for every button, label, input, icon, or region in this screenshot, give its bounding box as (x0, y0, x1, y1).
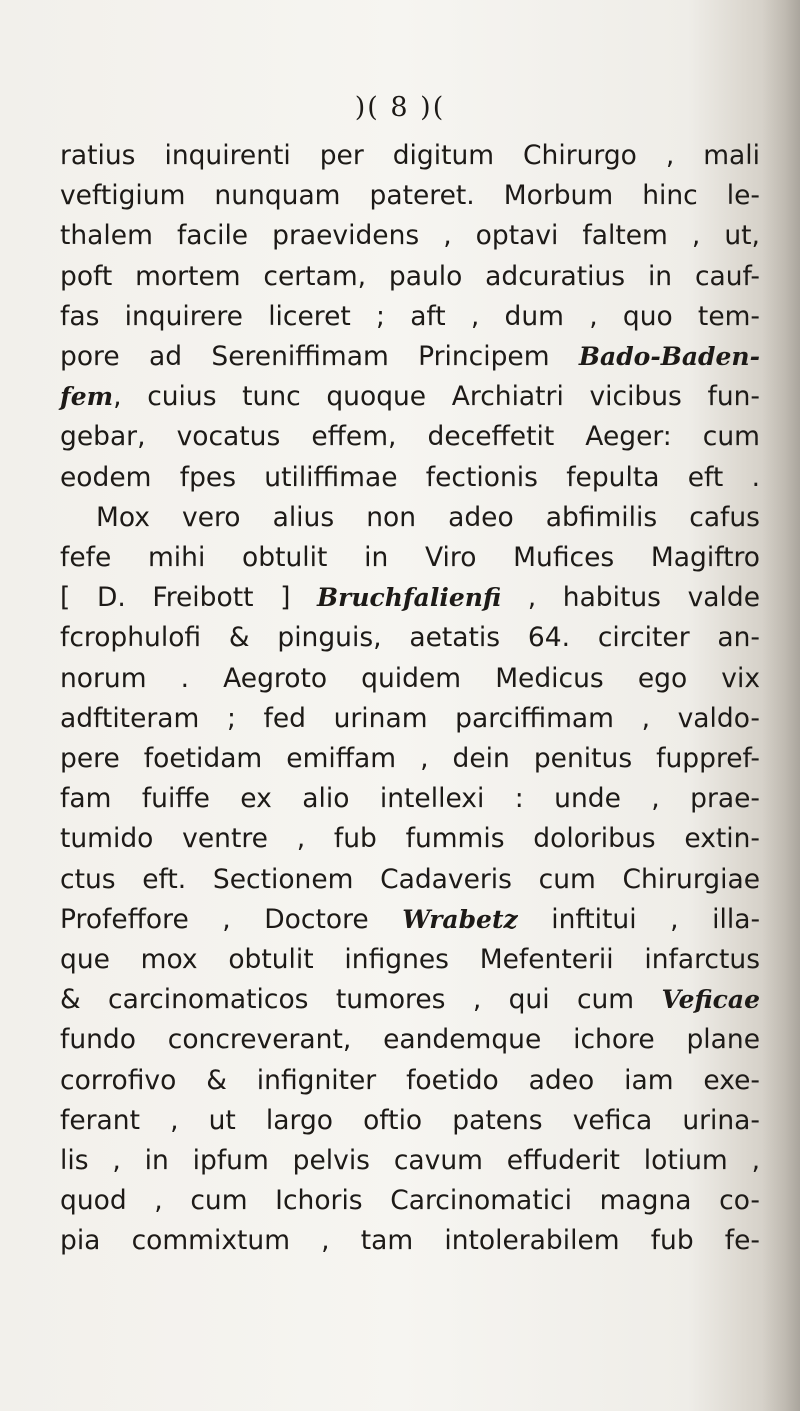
text-segment: pia commixtum , tam intolerabilem fub fe- (60, 1225, 760, 1257)
text-segment: fcrophulofi & pinguis, aetatis 64. circiter an- (60, 622, 760, 654)
text-segment: poft mortem certam, paulo adcuratius in cauf- (60, 260, 760, 292)
text-line (60, 1141, 760, 1181)
text-line (60, 1221, 760, 1261)
text-line (60, 498, 760, 538)
text-line (60, 1061, 760, 1101)
text-line (60, 257, 760, 297)
text-segment: , habitus valde (501, 582, 760, 614)
text-segment: ferant , ut largo oftio patens vefica urina- (60, 1104, 760, 1136)
text-line (60, 337, 760, 377)
text-segment: pore ad Sereniffimam Principem (60, 341, 579, 373)
text-line (60, 860, 760, 900)
text-line (60, 216, 760, 256)
text-line (60, 176, 760, 216)
text-segment: adftiteram ; fed urinam parciffimam , valdo- (60, 702, 760, 734)
text-line (60, 458, 760, 498)
text-segment: quod , cum Ichoris Carcinomatici magna co- (60, 1185, 760, 1217)
text-line (60, 377, 760, 417)
text-segment: fas inquirere liceret ; aft , dum , quo tem- (60, 300, 760, 332)
italic-name: Bado-Baden- (578, 342, 760, 372)
text-line (60, 779, 760, 819)
text-segment: & carcinomaticos tumores , qui cum (60, 984, 662, 1016)
text-segment: inftitui , illa- (517, 903, 760, 935)
text-segment: veftigium nunquam pateret. Morbum hinc le- (60, 180, 760, 212)
text-line (60, 900, 760, 940)
italic-name: Wrabetz (402, 904, 518, 934)
text-line (60, 659, 760, 699)
text-segment: fefe mihi obtulit in Viro Mufices Magiftro (60, 542, 760, 574)
text-segment: Mox vero alius non adeo abfimilis cafus (96, 501, 760, 533)
text-segment: que mox obtulit infignes Mefenterii infarctus (60, 944, 760, 976)
text-segment: ratius inquirenti per digitum Chirurgo , mali (60, 140, 760, 171)
text-line (60, 1101, 760, 1141)
text-line (60, 699, 760, 739)
text-segment: fundo concreverant, eandemque ichore plane (60, 1024, 760, 1056)
text-segment: , cuius tunc quoque Archiatri vicibus fun- (113, 381, 760, 413)
text-line (60, 1020, 760, 1060)
text-segment: [ D. Freibott ] (60, 582, 318, 614)
text-segment: corrofivo & infigniter foetido adeo iam exe- (60, 1064, 760, 1096)
text-line (60, 297, 760, 337)
text-segment: ctus eft. Sectionem Cadaveris cum Chirurgiae (60, 863, 760, 895)
text-line (60, 819, 760, 859)
text-line (60, 739, 760, 779)
text-segment: fam fuiffe ex alio intellexi : unde , prae- (60, 783, 760, 815)
text-segment: norum . Aegroto quidem Medicus ego vix (60, 662, 760, 694)
page-gutter-shadow (762, 0, 800, 1411)
text-line (60, 578, 760, 618)
text-segment: pere foetidam emiffam , dein penitus fuppref- (60, 743, 760, 775)
text-line (60, 136, 760, 176)
text-line (60, 538, 760, 578)
text-line (60, 618, 760, 658)
text-line (60, 980, 760, 1020)
body-text (60, 136, 760, 1262)
italic-name: Veficae (661, 985, 760, 1015)
text-segment: tumido ventre , fub fummis doloribus extin- (60, 823, 760, 855)
text-segment: gebar, vocatus effem, deceffetit Aeger: cum (60, 421, 760, 453)
text-line (60, 1181, 760, 1221)
text-segment: thalem facile praevidens , optavi faltem , ut, (60, 220, 760, 252)
text-segment: Profeffore , Doctore (60, 903, 403, 935)
text-line (60, 940, 760, 980)
text-segment: lis , in ipfum pelvis cavum effuderit lotium , (60, 1145, 760, 1177)
page-number: )( 8 )( (354, 92, 446, 123)
italic-name: fem (60, 382, 114, 412)
text-line (60, 417, 760, 457)
text-segment: eodem fpes utiliffimae fectionis fepulta eft . (60, 461, 760, 493)
italic-name: Bruchfalienfi (317, 583, 502, 613)
